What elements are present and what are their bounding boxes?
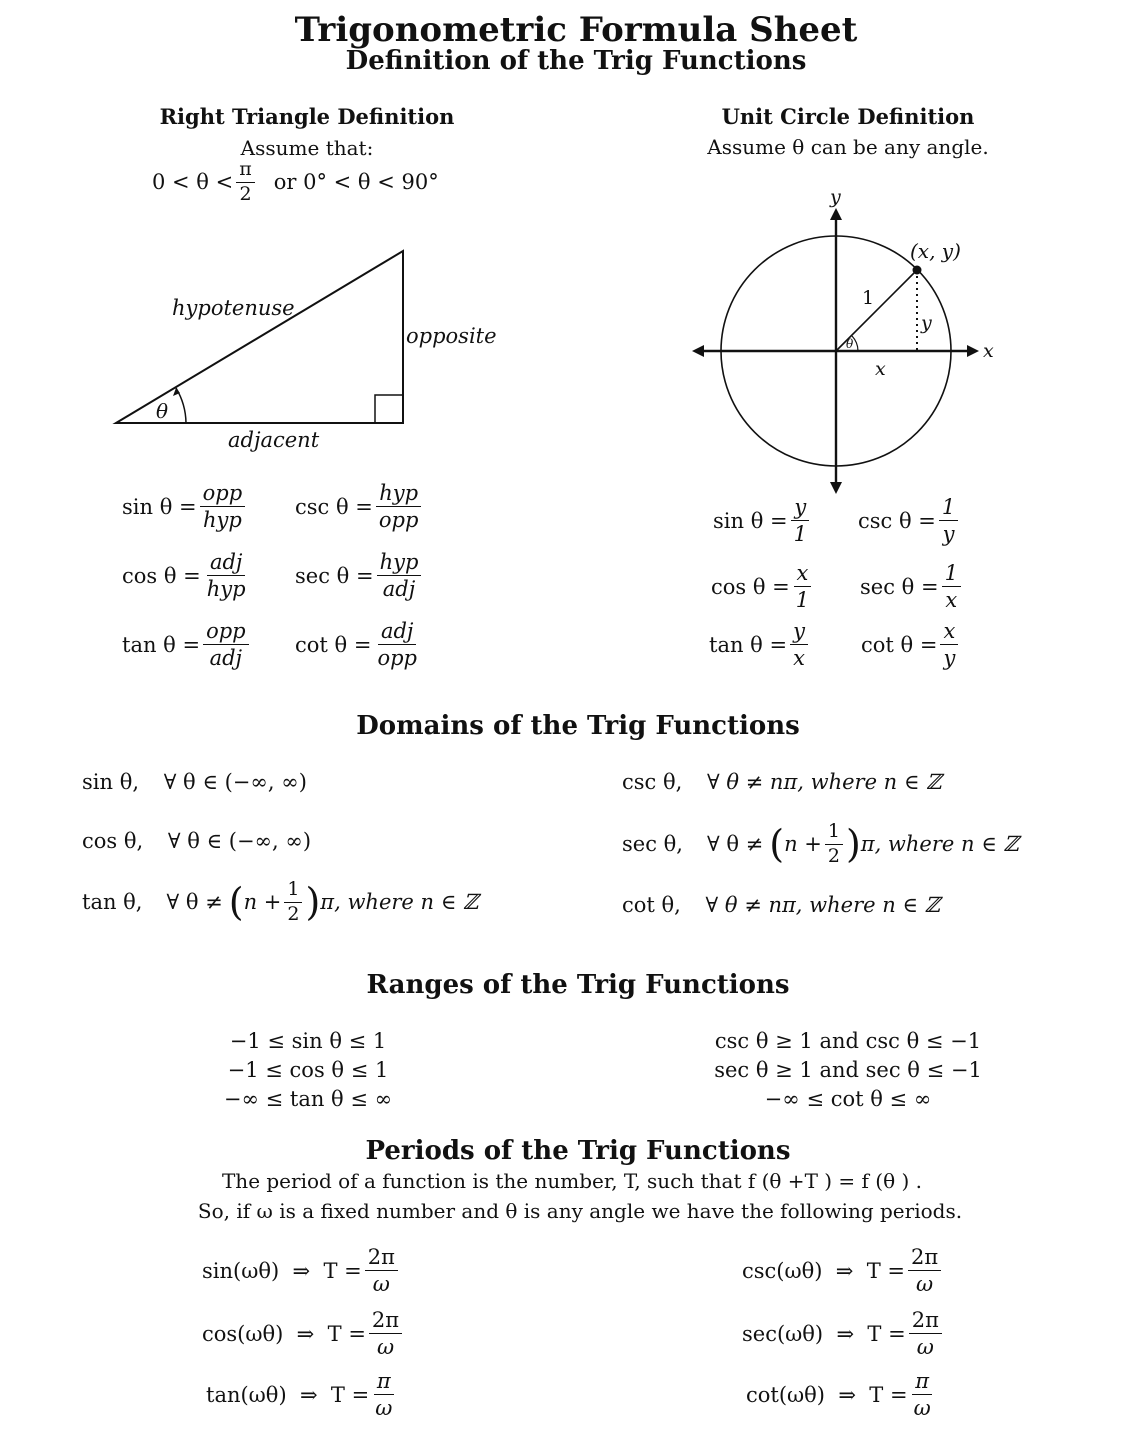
range-tan: −∞ ≤ tan θ ≤ ∞ — [223, 1087, 393, 1111]
rt-sec-formula — [295, 551, 424, 600]
fraction-numerator: π — [236, 160, 255, 183]
func-label: sin θ, — [82, 770, 140, 794]
domain-condition-pre: ∀ θ ≠ — [166, 890, 223, 915]
fraction-denominator: y — [943, 646, 956, 671]
fraction-denominator: y — [942, 522, 955, 547]
fraction-numerator: x — [794, 562, 812, 587]
uc-sin-formula — [713, 496, 813, 545]
fraction-numerator: π — [912, 1370, 932, 1395]
circle-theta-label: θ — [846, 337, 854, 351]
func-label: cot θ = — [861, 632, 938, 657]
period-cos — [202, 1309, 405, 1358]
fraction-numerator: x — [940, 620, 958, 645]
uc-sec-formula — [860, 562, 964, 611]
condition-right: or 0° < θ < 90° — [273, 170, 439, 195]
paren-open: ( — [769, 822, 785, 867]
fraction — [365, 1246, 398, 1295]
range-cos: −1 ≤ cos θ ≤ 1 — [227, 1058, 389, 1082]
func-label: cos(ωθ) ⇒ T = — [202, 1321, 366, 1346]
func-label: cot θ, — [622, 893, 681, 917]
triangle-theta-label: θ — [156, 399, 169, 423]
period-cot — [746, 1370, 937, 1419]
fraction — [911, 1370, 934, 1419]
domains-heading: Domains of the Trig Functions — [356, 711, 800, 741]
fraction-denominator: ω — [376, 1335, 395, 1360]
fraction — [791, 496, 810, 545]
fraction-numerator: 1 — [939, 496, 958, 521]
n-plus: n + — [784, 832, 822, 857]
periods-line-2: So, if ω is a fixed number and θ is any angle we have the following periods. — [197, 1199, 963, 1223]
fraction-numerator: 1 — [284, 880, 302, 903]
fraction-denominator: 2 — [827, 844, 840, 867]
unit-circle-assume: Assume θ can be any angle. — [707, 135, 989, 159]
fraction-numerator: adj — [207, 551, 245, 576]
func-label: sec θ = — [295, 563, 374, 588]
range-sin: −1 ≤ sin θ ≤ 1 — [229, 1029, 387, 1053]
fraction-denominator: 1 — [793, 522, 807, 547]
fraction-denominator: adj — [382, 577, 416, 602]
func-label: cot(ωθ) ⇒ T = — [746, 1382, 908, 1407]
fraction-numerator: π — [374, 1370, 394, 1395]
func-label: cos θ = — [711, 574, 790, 599]
func-label: tan θ = — [122, 632, 201, 657]
fraction-numerator: opp — [200, 482, 246, 507]
fraction-denominator: x — [945, 588, 958, 613]
func-label: sin θ = — [713, 508, 788, 533]
func-label: cos θ = — [122, 563, 201, 588]
func-label: sec θ = — [860, 574, 939, 599]
y-axis-label: y — [830, 186, 841, 208]
uc-csc-formula — [858, 496, 961, 545]
domain-tan — [82, 880, 478, 925]
fraction — [942, 562, 961, 611]
fraction-denominator: ω — [916, 1335, 934, 1360]
fraction-denominator: ω — [375, 1396, 393, 1421]
period-sec — [742, 1309, 945, 1358]
fraction — [939, 496, 958, 545]
fraction-numerator: opp — [203, 620, 249, 645]
domain-csc — [622, 770, 941, 794]
paren-close: ) — [305, 880, 321, 925]
domain-condition: ∀ θ ∈ (−∞, ∞) — [167, 829, 312, 853]
paren-close: ) — [845, 822, 861, 867]
fraction-denominator: 2 — [239, 182, 252, 205]
func-label: cos θ, — [82, 829, 144, 853]
right-triangle-assume: Assume that: — [240, 136, 374, 160]
func-label: tan θ = — [709, 632, 788, 657]
hypotenuse-label: hypotenuse — [172, 296, 295, 320]
domain-condition-post: π, where n ∈ ℤ — [860, 832, 1019, 857]
domain-cot — [622, 893, 940, 917]
func-label: csc θ = — [295, 494, 373, 519]
uc-cot-formula — [861, 620, 961, 669]
y-leg-label: y — [921, 312, 932, 334]
fraction — [376, 482, 422, 531]
fraction-denominator: 1 — [795, 588, 810, 613]
fraction-numerator: 2π — [365, 1246, 398, 1271]
func-label: sec(ωθ) ⇒ T = — [742, 1321, 906, 1346]
fraction-denominator: opp — [377, 646, 417, 671]
fraction-denominator: hyp — [202, 508, 242, 533]
x-axis-label: x — [983, 340, 994, 362]
y-axis-top-arrow — [830, 208, 842, 220]
fraction — [204, 551, 249, 600]
fraction — [369, 1309, 402, 1358]
right-triangle-condition — [152, 160, 439, 205]
func-label: tan(ωθ) ⇒ T = — [206, 1382, 370, 1407]
rt-csc-formula — [295, 482, 424, 531]
rt-tan-formula — [122, 620, 252, 669]
unit-circle-heading: Unit Circle Definition — [721, 104, 975, 129]
fraction-numerator: 1 — [825, 822, 843, 845]
fraction — [793, 562, 812, 611]
x-leg-label: x — [875, 358, 886, 380]
fraction-denominator: 2 — [287, 902, 300, 925]
domain-condition: ∀ θ ∈ (−∞, ∞) — [163, 770, 307, 794]
fraction — [790, 620, 808, 669]
fraction-denominator: hyp — [206, 577, 246, 602]
fraction-numerator: 2π — [909, 1309, 942, 1334]
x-axis-left-arrow — [692, 345, 704, 357]
unit-circle-diagram — [680, 180, 1020, 510]
one-half-fraction — [825, 822, 843, 867]
ranges-heading: Ranges of the Trig Functions — [366, 970, 790, 1000]
y-axis-bottom-arrow — [830, 482, 842, 494]
fraction — [908, 1246, 941, 1295]
fraction — [940, 620, 958, 669]
fraction-numerator: adj — [378, 620, 416, 645]
page-subtitle: Definition of the Trig Functions — [345, 46, 807, 76]
fraction-numerator: 2π — [908, 1246, 941, 1271]
fraction-denominator: ω — [913, 1396, 931, 1421]
func-label: csc(ωθ) ⇒ T = — [742, 1258, 906, 1283]
period-sin — [202, 1246, 401, 1295]
adjacent-label: adjacent — [228, 428, 320, 452]
radius-label: 1 — [862, 287, 875, 309]
fraction — [374, 620, 420, 669]
domain-condition: ∀ θ ≠ nπ, where n ∈ ℤ — [706, 770, 942, 794]
fraction-numerator: y — [791, 496, 809, 521]
range-cot: −∞ ≤ cot θ ≤ ∞ — [764, 1087, 932, 1111]
fraction — [909, 1309, 942, 1358]
rt-sin-formula — [122, 482, 248, 531]
range-sec: sec θ ≥ 1 and sec θ ≤ −1 — [714, 1058, 982, 1082]
domain-cos — [82, 829, 311, 853]
periods-line-1: The period of a function is the number, T, such that f (θ +T ) = f (θ ) . — [221, 1169, 923, 1193]
domain-condition-post: π, where n ∈ ℤ — [320, 890, 479, 915]
right-triangle-heading: Right Triangle Definition — [159, 104, 455, 129]
range-csc: csc θ ≥ 1 and csc θ ≤ −1 — [714, 1029, 982, 1053]
rt-cot-formula — [295, 620, 423, 669]
n-plus: n + — [243, 890, 282, 915]
fraction-denominator: x — [793, 646, 805, 671]
triangle-shape — [116, 251, 403, 423]
fraction-numerator: hyp — [377, 551, 422, 576]
func-label: cot θ = — [295, 632, 372, 657]
func-label: sin θ = — [122, 494, 197, 519]
point-marker — [913, 266, 922, 275]
condition-left: 0 < θ < — [152, 170, 234, 195]
func-label: csc θ = — [858, 508, 936, 533]
opposite-label: opposite — [406, 324, 497, 348]
uc-tan-formula — [709, 620, 811, 669]
fraction-numerator: hyp — [376, 482, 421, 507]
domain-condition: ∀ θ ≠ nπ, where n ∈ ℤ — [705, 893, 940, 917]
fraction-denominator: ω — [372, 1272, 390, 1297]
fraction-denominator: ω — [916, 1272, 934, 1297]
func-label: tan θ, — [82, 890, 143, 915]
domain-sin — [82, 770, 307, 794]
fraction — [372, 1370, 395, 1419]
right-angle-marker — [375, 395, 403, 423]
right-triangle-diagram — [100, 240, 520, 470]
period-tan — [206, 1370, 398, 1419]
pi-over-two-fraction — [236, 160, 255, 205]
one-half-fraction — [284, 880, 302, 925]
page-title: Trigonometric Formula Sheet — [294, 10, 858, 50]
fraction — [203, 620, 249, 669]
fraction-numerator: y — [790, 620, 808, 645]
func-label: sin(ωθ) ⇒ T = — [202, 1258, 362, 1283]
paren-open: ( — [228, 880, 244, 925]
fraction — [377, 551, 422, 600]
func-label: sec θ, — [622, 832, 683, 857]
fraction-denominator: adj — [209, 646, 243, 671]
period-csc — [742, 1246, 944, 1295]
fraction-denominator: opp — [378, 508, 419, 533]
func-label: csc θ, — [622, 770, 683, 794]
fraction — [200, 482, 246, 531]
uc-cos-formula — [711, 562, 815, 611]
fraction-numerator: 2π — [369, 1309, 402, 1334]
rt-cos-formula — [122, 551, 252, 600]
point-label: (x, y) — [910, 239, 961, 263]
domain-sec — [622, 822, 1019, 867]
fraction-numerator: 1 — [942, 562, 961, 587]
domain-condition-pre: ∀ θ ≠ — [706, 832, 764, 857]
periods-heading: Periods of the Trig Functions — [365, 1136, 791, 1166]
x-axis-right-arrow — [967, 345, 979, 357]
